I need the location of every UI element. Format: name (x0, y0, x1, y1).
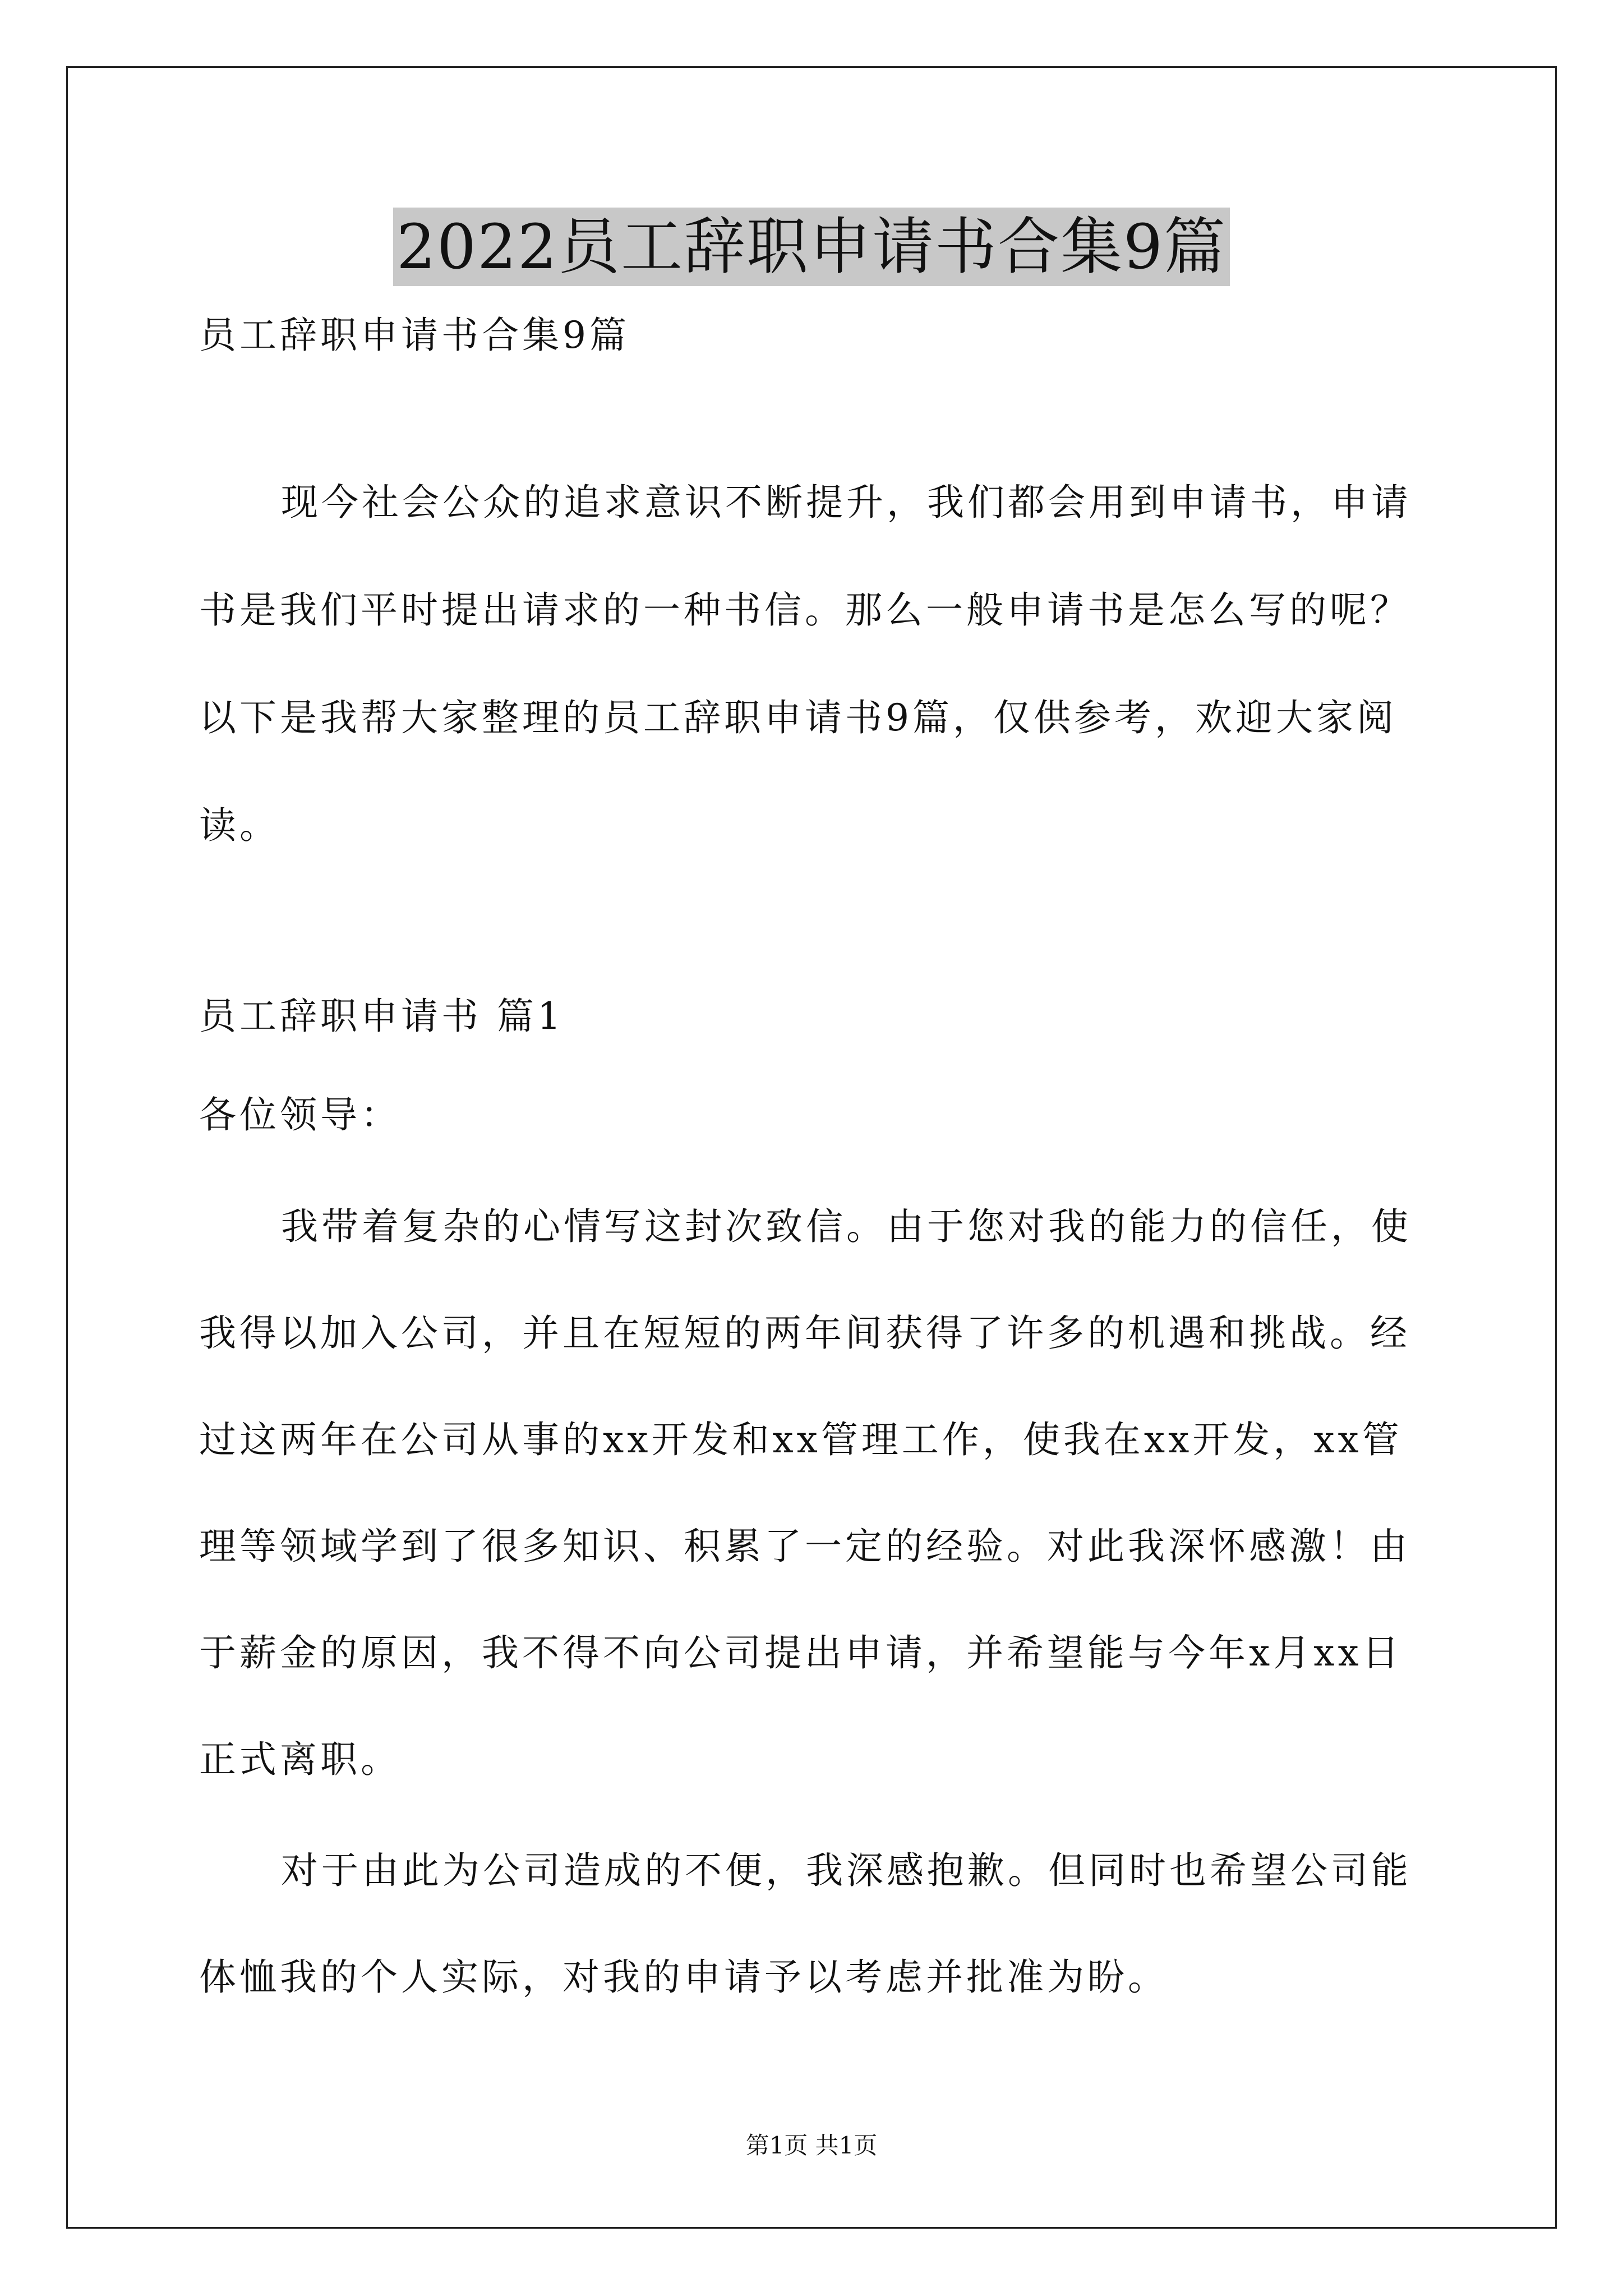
body-paragraph-1: 我带着复杂的心情写这封次致信。由于您对我的能力的信任，使我得以加入公司，并且在短短的两年间获得了许多的机遇和挑战。经过这两年在公司从事的xx开发和xx管理工作，使我在xx开发，xx管理等领域学到了很多知识、积累了一定的经验。对此我深怀感激！由于薪金的原因，我不得不向公司提出申请，并希望能与今年x月xx日正式离职。 (199, 1205, 1412, 1781)
document-title: 2022员工辞职申请书合集9篇 (393, 208, 1230, 286)
section-heading: 员工辞职申请书 篇1 (199, 995, 564, 1038)
page-footer: 第1页 共1页 (745, 2132, 878, 2159)
salutation: 各位领导： (199, 1093, 401, 1137)
title-container (0, 208, 1623, 286)
body-paragraph-2: 对于由此为公司造成的不便，我深感抱歉。但同时也希望公司能体恤我的个人实际，对我的申请予以考虑并批准为盼。 (199, 1849, 1412, 1999)
subtitle: 员工辞职申请书合集9篇 (199, 314, 630, 357)
intro-paragraph: 现今社会公众的追求意识不断提升，我们都会用到申请书，申请书是我们平时提出请求的一种书信。那么一般申请书是怎么写的呢？以下是我帮大家整理的员工辞职申请书9篇，仅供参考，欢迎大家阅读。 (199, 481, 1412, 847)
